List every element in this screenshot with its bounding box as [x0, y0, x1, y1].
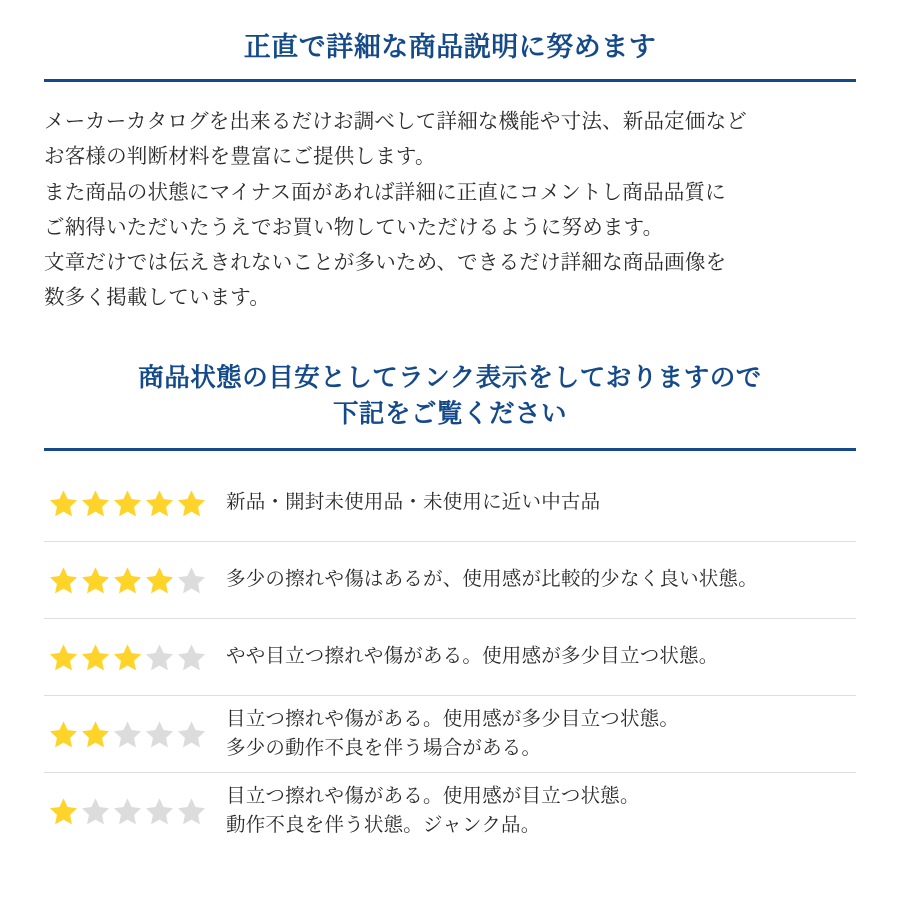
- rank-description: [216, 565, 856, 594]
- star-full-icon: [48, 719, 79, 750]
- star-full-icon: [112, 488, 143, 519]
- star-full-icon: [112, 642, 143, 673]
- star-full-icon: [48, 565, 79, 596]
- rank-description-line: 新品・開封未使用品・未使用に近い中古品: [226, 491, 601, 514]
- rank-description-line: 多少の擦れや傷はあるが、使用感が比較的少なく良い状態。: [226, 568, 758, 591]
- rank-description-line: 多少の動作不良を伴う場合がある。: [226, 737, 542, 759]
- rating-stars: [44, 488, 216, 519]
- star-full-icon: [176, 488, 207, 519]
- intro-line: ご納得いただいたうえでお買い物していただけるように努めます。: [44, 215, 664, 239]
- star-full-icon: [48, 642, 79, 673]
- rating-stars: [44, 719, 216, 750]
- intro-line: メーカーカタログを出来るだけお調べして詳細な機能や寸法、新品定価など: [44, 110, 747, 134]
- star-empty-icon: [176, 642, 207, 673]
- star-full-icon: [48, 488, 79, 519]
- rank-description-line: 動作不良を伴う状態。ジャンク品。: [226, 814, 541, 836]
- star-empty-icon: [80, 796, 111, 827]
- star-full-icon: [144, 488, 175, 519]
- star-empty-icon: [112, 796, 143, 827]
- rank-description: [216, 488, 856, 517]
- rating-stars: [44, 796, 216, 827]
- rank-section-title-line2: 下記をご覧ください: [332, 399, 567, 428]
- rank-description-line: やや目立つ擦れや傷がある。使用感が多少目立つ状態。: [226, 645, 719, 668]
- star-full-icon: [144, 565, 175, 596]
- rating-stars: [44, 642, 216, 673]
- intro-line: お客様の判断材料を豊富にご提供します。: [44, 145, 436, 169]
- rank-section-divider: [44, 448, 856, 451]
- list-item: [44, 465, 856, 542]
- star-full-icon: [80, 642, 111, 673]
- star-full-icon: [80, 488, 111, 519]
- rank-description-line: 目立つ擦れや傷がある。使用感が目立つ状態。: [226, 784, 640, 807]
- rank-description-line: 目立つ擦れや傷がある。使用感が多少目立つ状態。: [226, 707, 680, 730]
- intro-paragraphs: [44, 82, 856, 316]
- list-item: [44, 773, 856, 849]
- star-empty-icon: [144, 796, 175, 827]
- star-full-icon: [48, 796, 79, 827]
- star-full-icon: [80, 719, 111, 750]
- rank-description: [216, 642, 856, 671]
- list-item: [44, 542, 856, 619]
- rank-section-title: [44, 316, 856, 432]
- star-empty-icon: [176, 565, 207, 596]
- rank-description: [216, 705, 856, 764]
- page-title: 正直で詳細な商品説明に努めます: [243, 32, 657, 62]
- rating-stars: [44, 565, 216, 596]
- star-empty-icon: [144, 719, 175, 750]
- star-empty-icon: [176, 719, 207, 750]
- intro-line: 数多く掲載しています。: [44, 286, 271, 310]
- star-empty-icon: [112, 719, 143, 750]
- list-item: [44, 696, 856, 773]
- intro-line: また商品の状態にマイナス面があれば詳細に正直にコメントし商品品質に: [44, 180, 726, 204]
- star-empty-icon: [176, 796, 207, 827]
- star-empty-icon: [144, 642, 175, 673]
- list-item: [44, 619, 856, 696]
- rank-list: [44, 465, 856, 849]
- rank-section-title-line1: 商品状態の目安としてランク表示をしておりますので: [138, 363, 762, 392]
- intro-line: 文章だけでは伝えきれないことが多いため、できるだけ詳細な商品画像を: [44, 251, 727, 275]
- star-full-icon: [80, 565, 111, 596]
- star-full-icon: [112, 565, 143, 596]
- rank-description: [216, 782, 856, 841]
